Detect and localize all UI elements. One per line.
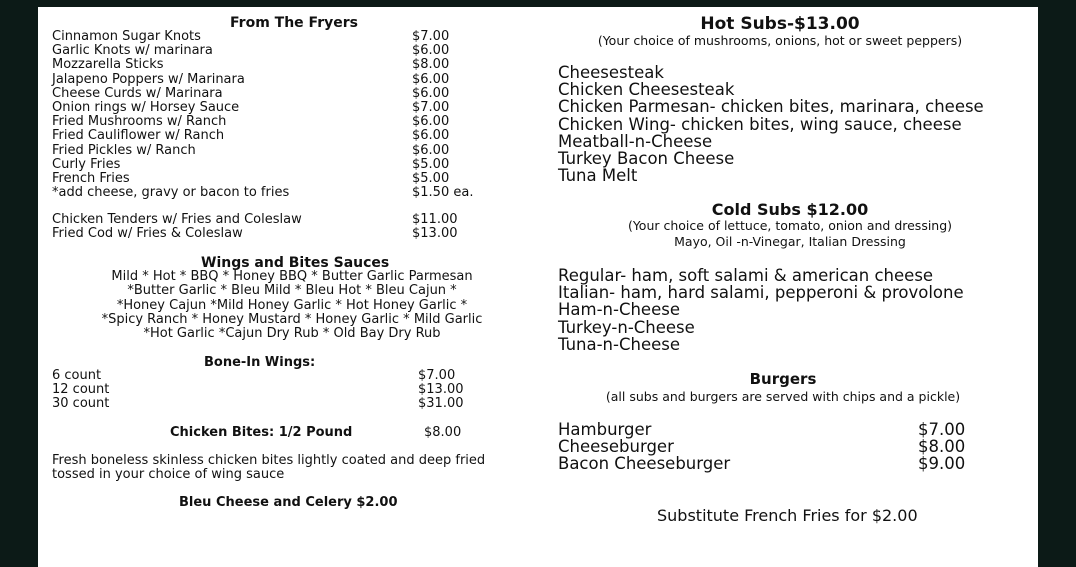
combo-list [52, 213, 302, 241]
list-item [52, 87, 289, 101]
item-name: French Fries [52, 170, 130, 186]
item-price: $31.00 [418, 396, 464, 412]
list-item: Cheeseburger [558, 437, 674, 457]
item-price: $8.00 [412, 57, 450, 73]
item-price: $7.00 [918, 420, 966, 439]
list-item: Turkey Bacon Cheese [558, 149, 735, 169]
item-name: Fried Pickles w/ Ranch [52, 142, 196, 158]
item-price: $11.00 [412, 212, 458, 227]
list-item: Bacon Cheeseburger [558, 454, 731, 474]
item-price: $6.00 [412, 128, 450, 144]
sauce-line: *Butter Garlic * Bleu Mild * Bleu Hot * Bleu Cajun * [127, 283, 457, 299]
burgers-list [558, 421, 730, 473]
list-item [52, 158, 289, 172]
list-item [52, 73, 289, 87]
list-item: Chicken Wing- chicken bites, wing sauce, cheese [558, 114, 962, 134]
bone-in-title: Bone-In Wings: [204, 355, 316, 370]
list-item: 30 count [52, 396, 110, 412]
item-price: $7.00 [412, 99, 450, 115]
list-item: Cheesesteak [558, 63, 664, 82]
item-price: $6.00 [412, 85, 450, 101]
list-item: Fried Cod w/ Fries & Coleslaw [52, 226, 243, 242]
item-name: Fried Mushrooms w/ Ranch [52, 114, 227, 130]
item-name: Garlic Knots w/ marinara [52, 43, 213, 59]
item-price: $13.00 [418, 382, 464, 398]
bone-in-prices [418, 369, 464, 412]
item-name: Cheese Curds w/ Marinara [52, 85, 223, 101]
list-item [52, 44, 289, 58]
description-line: tossed in your choice of wing sauce [52, 467, 285, 483]
list-item [52, 186, 289, 200]
cold-subs-list [558, 267, 964, 353]
burgers-subtitle: (all subs and burgers are served with chips and a pickle) [605, 389, 961, 404]
sauce-line: *Honey Cajun *Mild Honey Garlic * Hot Honey Garlic * [116, 297, 468, 313]
item-name: Mozzarella Sticks [52, 57, 164, 73]
list-item: 6 count [52, 368, 102, 383]
list-item [52, 172, 289, 186]
item-name: Onion rings w/ Horsey Sauce [52, 99, 240, 115]
list-item: Chicken Tenders w/ Fries and Coleslaw [52, 212, 302, 227]
item-price: $5.00 [412, 170, 450, 186]
item-price: $1.50 ea. [412, 185, 474, 201]
list-item: Turkey-n-Cheese [558, 317, 695, 337]
list-item: Italian- ham, hard salami, pepperoni & provolone [558, 283, 964, 303]
wings-title: Wings and Bites Sauces [201, 255, 390, 271]
sauce-list [74, 270, 510, 341]
item-price: $5.00 [412, 156, 450, 172]
bites-price: $8.00 [424, 425, 462, 440]
cold-subs-title: Cold Subs $12.00 [711, 200, 869, 219]
list-item: Chicken Parmesan- chicken bites, marinara, cheese [558, 97, 984, 117]
list-item: Ham-n-Cheese [558, 300, 680, 320]
list-item: Hamburger [558, 420, 652, 439]
combo-prices [412, 213, 458, 241]
list-item: 12 count [52, 382, 110, 398]
list-item: Meatball-n-Cheese [558, 131, 713, 151]
item-price: $8.00 [918, 437, 966, 457]
list-item [52, 30, 289, 44]
item-price: $6.00 [412, 71, 450, 87]
fryers-title: From The Fryers [230, 15, 358, 31]
list-item: Tuna Melt [558, 166, 638, 186]
sauce-line: *Spicy Ranch * Honey Mustard * Honey Garlic * Mild Garlic [101, 311, 483, 327]
item-price: $7.00 [412, 29, 450, 44]
item-name: *add cheese, gravy or bacon to fries [52, 185, 290, 201]
hot-subs-subtitle: (Your choice of mushrooms, onions, hot or sweet peppers) [597, 33, 963, 48]
item-name: Curly Fries [52, 156, 121, 172]
item-name: Jalapeno Poppers w/ Marinara [52, 71, 245, 87]
item-price: $6.00 [412, 114, 450, 130]
list-item: Regular- ham, soft salami & american cheese [558, 266, 934, 285]
burgers-prices [918, 421, 965, 473]
substitute-fries-note: Substitute French Fries for $2.00 [657, 506, 918, 525]
hot-subs-title: Hot Subs-$13.00 [700, 14, 860, 34]
list-item: Chicken Cheesesteak [558, 80, 735, 100]
item-name: Fried Cauliflower w/ Ranch [52, 128, 225, 144]
sauce-line: *Hot Garlic *Cajun Dry Rub * Old Bay Dry Rub [143, 326, 441, 342]
sauce-line: Mild * Hot * BBQ * Honey BBQ * Butter Garlic Parmesan [111, 269, 473, 284]
item-price: $7.00 [418, 368, 456, 383]
burgers-title: Burgers [749, 370, 817, 388]
item-price: $6.00 [412, 142, 450, 158]
list-item [52, 58, 289, 72]
list-item [52, 129, 289, 143]
hot-subs-list [558, 64, 984, 184]
item-name: Cinnamon Sugar Knots [52, 29, 201, 44]
list-item [52, 115, 289, 129]
item-price: $6.00 [412, 43, 450, 59]
list-item: Tuna-n-Cheese [558, 334, 680, 354]
cold-subs-dressings: Mayo, Oil -n-Vinegar, Italian Dressing [674, 234, 906, 249]
bites-label: Chicken Bites: 1/2 Pound [170, 425, 353, 440]
bites-description [52, 454, 485, 482]
fryers-list [52, 30, 289, 200]
fryers-prices [412, 30, 473, 200]
item-price: $9.00 [918, 454, 966, 474]
description-line: Fresh boneless skinless chicken bites lightly coated and deep fried [52, 453, 486, 468]
bleu-cheese-celery: Bleu Cheese and Celery $2.00 [179, 495, 398, 510]
list-item [52, 144, 289, 158]
bone-in-list [52, 369, 109, 412]
item-price: $13.00 [412, 226, 458, 242]
menu-sheet [38, 7, 1038, 567]
cold-subs-subtitle: (Your choice of lettuce, tomato, onion and dressing) [627, 218, 953, 233]
list-item [52, 101, 289, 115]
